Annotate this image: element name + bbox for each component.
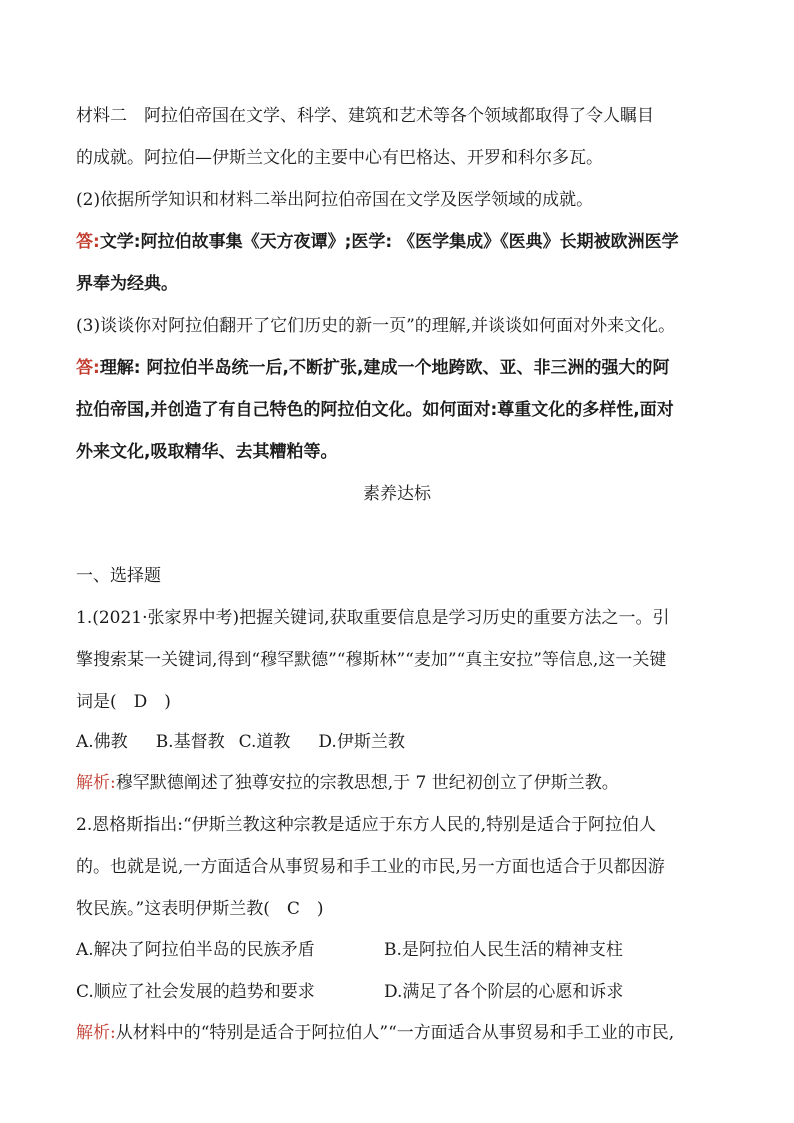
mc2-options-row2 (76, 980, 726, 1004)
mc2-option-a: A.解决了阿拉伯半岛的民族矛盾 (76, 940, 315, 960)
mc1-analysis-text: 穆罕默德阐述了独尊安拉的宗教思想,于 7 世纪初创立了伊斯兰教。 (115, 773, 619, 793)
mc2-line1: 2.恩格斯指出:“伊斯兰教这种宗教是适应于东方人民的,特别是适合于阿拉伯人 (76, 815, 657, 835)
material2-line1: 材料二 阿拉伯帝国在文学、科学、建筑和艺术等各个领域都取得了令人瞩目 (76, 106, 654, 126)
answer-label: 答: (76, 358, 100, 378)
q2-answer-line1 (76, 230, 726, 254)
mc2-line3: 牧民族。”这表明伊斯兰教( C ) (76, 899, 324, 919)
mc2-analysis (76, 1021, 726, 1045)
q2-answer-text: 文学:阿拉伯故事集《天方夜谭》;医学: 《医学集成》《医典》长期被欧洲医学 (99, 232, 679, 252)
mc2-options-row1 (76, 938, 726, 962)
mc2-option-c: C.顺应了社会发展的趋势和要求 (76, 982, 315, 1002)
q3-answer-line1 (76, 356, 726, 380)
q3-answer-line2: 拉伯帝国,并创造了有自己特色的阿拉伯文化。如何面对:尊重文化的多样性,面对 (76, 400, 674, 420)
q2-question: (2)依据所学知识和材料二举出阿拉伯帝国在文学及医学领域的成就。 (76, 190, 594, 210)
mc2-line2: 的。也就是说,一方面适合从事贸易和手工业的市民,另一方面也适合于贝都因游 (76, 857, 665, 877)
mc1-line2: 擎搜索某一关键词,得到“穆罕默德”“穆斯林”“麦加”“真主安拉”等信息,这一关键 (76, 650, 667, 670)
mc1-option-d: D.伊斯兰教 (318, 732, 405, 752)
mc1-option-c: C.道教 (238, 732, 291, 752)
mc1-line3: 词是( D ) (76, 692, 171, 712)
analysis-label: 解析: (76, 1023, 116, 1043)
q3-answer-line3: 外来文化,吸取精华、去其糟粕等。 (76, 442, 338, 462)
mc1-line1: 1.(2021·张家界中考)把握关键词,获取重要信息是学习历史的重要方法之一。引 (76, 608, 670, 628)
mc1-analysis (76, 771, 726, 795)
analysis-label: 解析: (76, 773, 116, 793)
mc2-analysis-text: 从材料中的“特别是适合于阿拉伯人”“一方面适合从事贸易和手工业的市民, (115, 1023, 675, 1043)
q3-question: (3)谈谈你对阿拉伯翻开了它们历史的新一页”的理解,并谈谈如何面对外来文化。 (76, 316, 676, 336)
material2-line2: 的成就。阿拉伯—伊斯兰文化的主要中心有巴格达、开罗和科尔多瓦。 (76, 148, 603, 168)
mc2-option-d: D.满足了各个阶层的心愿和诉求 (384, 982, 624, 1002)
mc1-option-b: B.基督教 (155, 732, 225, 752)
mc1-option-a: A.佛教 (76, 732, 128, 752)
section-title: 素养达标 (363, 484, 431, 504)
answer-label: 答: (76, 232, 100, 252)
q2-answer-line2: 界奉为经典。 (76, 274, 178, 294)
mc2-option-b: B.是阿拉伯人民生活的精神支柱 (384, 940, 623, 960)
q3-answer-text: 理解: 阿拉伯半岛统一后,不断扩张,建成一个地跨欧、亚、非三洲的强大的阿 (99, 358, 670, 378)
part1-heading: 一、选择题 (76, 566, 161, 586)
mc1-options (76, 730, 726, 754)
